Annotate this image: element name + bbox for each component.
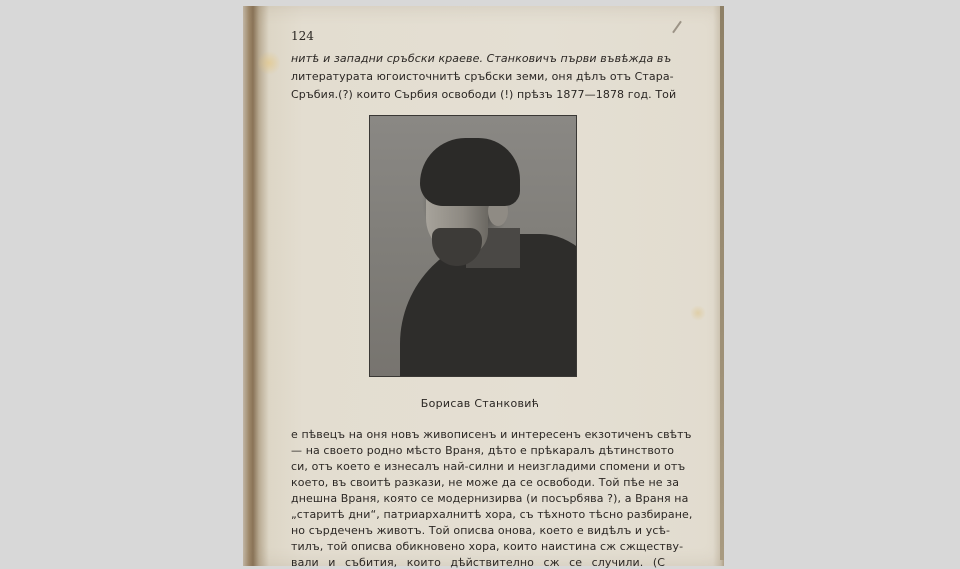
- text-line: днешна Враня, която се модернизирва (и посърбява ?), а Враня на: [291, 492, 689, 505]
- photo-hair: [420, 138, 520, 206]
- text-line: което, въ своитѣ разкази, не може да се освободи. Той пѣе не за: [291, 476, 680, 489]
- text-line: си, отъ което е изнесалъ най-силни и неизгладими спомени и отъ: [291, 460, 686, 473]
- text-line: нитѣ и западни сръбски краеве. Станковичъ първи въвѣжда въ: [291, 52, 672, 65]
- page-edge: [720, 6, 724, 560]
- text-line: литературата югоисточнитѣ сръбски земи, оня дѣлъ отъ Стара-: [291, 70, 674, 83]
- portrait-photo: [370, 116, 576, 376]
- text-line: — на своето родно мѣсто Враня, дѣто е прѣкаралъ дѣтинството: [291, 444, 675, 457]
- text-line: „старитѣ дни“, патриархалнитѣ хора, съ тѣхното тѣсно разбиране,: [291, 508, 693, 521]
- text-line: вали и събития, които дѣйствително сж се случили. (С: [291, 556, 665, 569]
- text-line: е пѣвецъ на оня новъ живописенъ и интересенъ екзотиченъ свѣтъ: [291, 428, 692, 441]
- figure-caption: Борисав Станковић: [420, 397, 540, 410]
- paper-stain: [690, 305, 706, 321]
- paper-stain: [258, 50, 280, 76]
- text-line: но сърдеченъ животъ. Той описва онова, което е видѣлъ и усѣ-: [291, 524, 671, 537]
- text-line: тилъ, той описва обикновено хора, които наистина сж сжществу-: [291, 540, 684, 553]
- text-line: Сръбия.(?) които Сърбия освободи (!) прѣзъ 1877—1878 год. Той: [291, 88, 677, 101]
- page-number: 124: [291, 29, 314, 43]
